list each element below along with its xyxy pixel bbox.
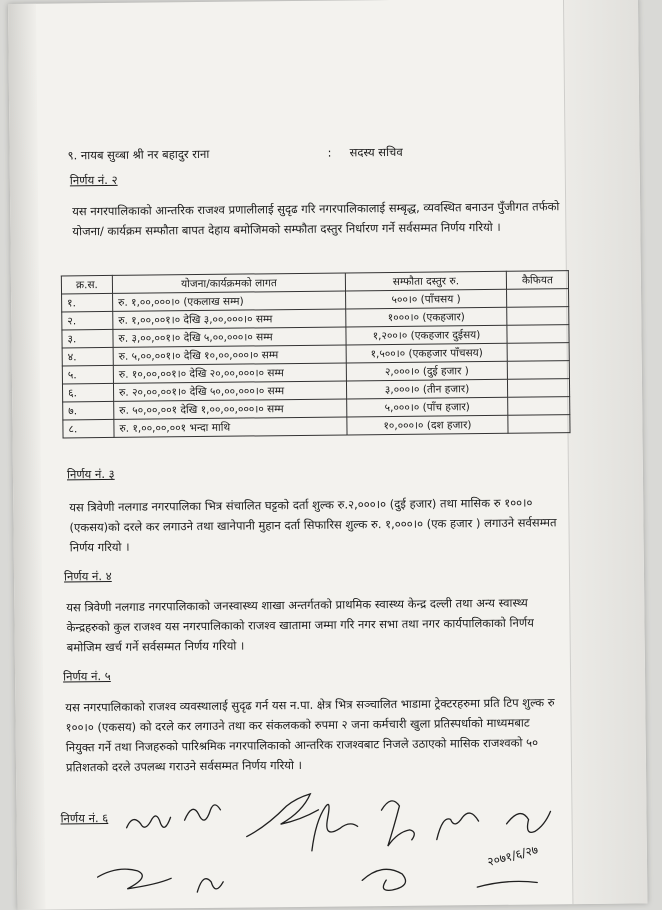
decision-3-heading: निर्णय नं. ३	[66, 466, 115, 482]
row-fee: १,२००।० (एकहजार दुईसय)	[346, 325, 507, 345]
decision-4-heading: निर्णय नं. ४	[63, 568, 112, 584]
decision-3-body: यस त्रिवेणी नलगाड नगरपालिका भित्र संचालित घट्टको दर्ता शुल्क रु.२,०००।० (दुई हजार) तथा मासिक रु १००।० (एकसय)को दरले कर लगाउने तथा खानेपानी मुहान दर्ता सिफारिस शुल्क रु. १,०००।० (एक हजार ) लगाउने सर्वसम्मत निर्णय गरियो ।	[69, 495, 557, 555]
row-sn: ८.	[63, 419, 114, 438]
row-sn: ५.	[62, 365, 113, 384]
decision-5-body: यस नगरपालिकाको राजश्व व्यवस्थालाई सुदृढ गर्न यस न.पा. क्षेत्र भित्र सञ्चालित भाडामा ट्रेक्टरहरुमा प्रति टिप शुल्क रु १००।० (एकसय) को दरले कर लगाउने तथा कर संकलकको रुपमा २ जना कर्मचारी खुला प्रतिस्पर्धाको माध्यमबाट नियुक्त गर्ने तथा निजहरुको पारिश्रमिक नगरपालिकाको आन्तरिक राजश्वबाट निजले उठाएको मासिक राजश्वको ५० प्रतिशतको दरले उपलब्ध गराउने सर्वसम्मत निर्णय गरियो ।	[65, 695, 555, 775]
signature-5	[381, 801, 414, 846]
decision-6-heading: निर्णय नं. ६	[60, 810, 109, 826]
row-range: रु. २०,००,००१।० देखि ५०,००,०००।० सम्म	[113, 381, 346, 401]
row-remark	[507, 307, 569, 326]
signature-10	[362, 869, 406, 891]
member-name: ९. नायब सुव्बा श्री नर बहादुर राना	[67, 146, 210, 163]
decision-2-body: यस नगरपालिकाको आन्तरिक राजश्व प्रणालीलाई सुदृढ गरि नगरपालिकालाई सम्बृद्ध, व्यवस्थित बनाउन पुँजीगत तर्फको योजना/ कार्यक्रम सम्फौता बापत देहाय बमोजिमको सम्फौता दस्तुर निर्धारण गर्ने सर्वसम्मत निर्णय गरियो ।	[72, 199, 560, 239]
row-remark	[507, 289, 569, 308]
row-sn: २.	[62, 311, 113, 330]
row-sn: १.	[62, 293, 113, 312]
handwritten-date: २०७१/६/२७	[485, 842, 540, 870]
row-range: रु. १,००,०००।० (एकलाख सम्म)	[113, 291, 346, 311]
row-fee: ३,०००।० (तीन हजार)	[346, 379, 507, 399]
row-range: रु. ५,००,००१।० देखि १०,००,०००।० सम्म	[113, 345, 346, 365]
row-sn: ३.	[62, 329, 113, 348]
col-remark: कैफियत	[506, 271, 568, 290]
row-range: रु. ३,००,००१।० देखि ५,००,०००।० सम्म	[113, 327, 346, 347]
signature-4	[311, 804, 357, 851]
row-fee: १०००।० (एकहजार)	[346, 307, 507, 327]
page-shadow-edge	[8, 4, 45, 910]
member-role: सदस्य सचिव	[349, 144, 403, 160]
page-fold-strip	[563, 0, 647, 904]
row-remark	[508, 415, 570, 434]
signature-2	[184, 805, 220, 821]
signature-9	[197, 878, 223, 892]
row-range: रु. ५०,००,००१ देखि १,००,००,०००।० सम्म	[114, 399, 347, 419]
signatures-block	[96, 777, 637, 909]
row-remark	[507, 379, 569, 398]
document-page	[8, 0, 647, 910]
row-range: रु. १,००,००१।० देखि ३,००,०००।० सम्म	[113, 309, 346, 329]
row-fee: १,५००।० (एकहजार पाँचसय)	[346, 343, 507, 363]
member-sep: :	[327, 145, 332, 160]
row-remark	[507, 343, 569, 362]
signature-7	[506, 811, 550, 832]
signature-8	[96, 869, 171, 894]
row-sn: ७.	[63, 401, 114, 420]
row-range: रु. १०,००,००१।० देखि २०,००,०००।० सम्म	[113, 363, 346, 383]
row-fee: १०,०००।० (दश हजार)	[347, 415, 508, 435]
decision-4-body: यस त्रिवेणी नलगाड नगरपालिकाको जनस्वास्थ्य शाखा अन्तर्गतको प्राथमिक स्वास्थ्य केन्द्र दल्ली तथा अन्य स्वास्थ्य केन्द्रहरुको कुल राजश्व यस नगरपालिकाको राजश्व खातामा जम्मा गरि नगर सभा तथा नगर कार्यपालिकाको निर्णय बमोजिम खर्च गर्ने सर्वसम्मत निर्णय गरियो ।	[66, 595, 534, 655]
row-range: रु. १,००,००,००१ भन्दा माथि	[114, 417, 347, 437]
signature-1	[127, 816, 171, 828]
decision-5-heading: निर्णय नं. ५	[62, 668, 111, 684]
row-fee: ५००।० (पाँचसय )	[346, 289, 507, 309]
row-remark	[508, 397, 570, 416]
row-fee: ५,०००।० (पाँच हजार)	[347, 397, 508, 417]
row-remark	[507, 361, 569, 380]
col-fee: सम्फौता दस्तुर रु.	[345, 271, 506, 291]
fee-table	[61, 270, 571, 438]
signature-11	[477, 881, 537, 887]
col-range: योजना/कार्यक्रमको लागत	[112, 273, 345, 293]
row-sn: ४.	[62, 347, 113, 366]
col-sn: क्र.स.	[61, 275, 112, 294]
signature-6	[436, 813, 478, 840]
member-line	[67, 145, 209, 165]
row-remark	[507, 325, 569, 344]
row-fee: २,०००।० (दुई हजार )	[346, 361, 507, 381]
row-sn: ६.	[62, 383, 113, 402]
signature-3	[246, 794, 318, 837]
decision-2-heading: निर्णय नं. २	[69, 172, 118, 188]
